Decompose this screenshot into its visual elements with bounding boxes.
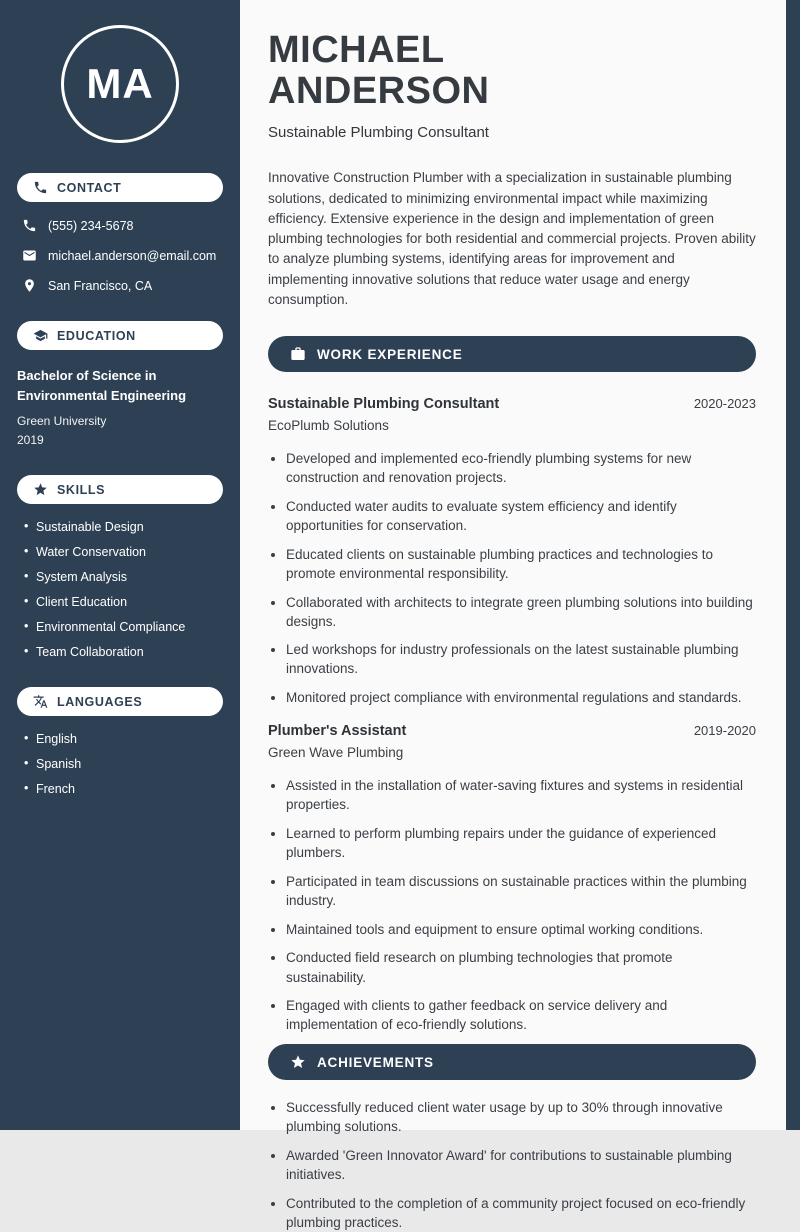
- star-icon: [33, 482, 48, 497]
- location-icon: [22, 278, 37, 293]
- language-item: • English: [24, 732, 223, 746]
- education-degree: Bachelor of Science in Environmental Engineering: [17, 368, 187, 403]
- job-bullet-list: [268, 776, 756, 1034]
- job-bullet: • Assisted in the installation of water-saving fixtures and systems in residential properties.: [286, 776, 756, 814]
- skill-item: • Client Education: [24, 595, 223, 609]
- avatar-initials: MA: [86, 60, 154, 107]
- achievements-list: [268, 1098, 756, 1232]
- graduation-cap-icon: [33, 328, 48, 343]
- contact-section-header: [17, 173, 223, 202]
- job-bullet: • Maintained tools and equipment to ensure optimal working conditions.: [286, 920, 756, 939]
- education-section-header: [17, 321, 223, 350]
- education-entry: [0, 366, 240, 447]
- phone-icon: [33, 180, 48, 195]
- job-bullet: • Conducted water audits to evaluate system efficiency and identify opportunities for conservation.: [286, 497, 756, 535]
- contact-phone-text: (555) 234-5678: [48, 218, 134, 233]
- phone-icon: [22, 218, 37, 233]
- job-role: Plumber's Assistant: [268, 723, 407, 740]
- job-company: Green Wave Plumbing: [268, 745, 404, 761]
- job-bullet: • Engaged with clients to gather feedback on service delivery and implementation of eco-friendly solutions.: [286, 996, 756, 1034]
- skill-item: • System Analysis: [24, 570, 223, 584]
- job-bullet: • Monitored project compliance with environmental regulations and standards.: [286, 688, 756, 707]
- translate-icon: [33, 694, 48, 709]
- job-bullet-list: [268, 449, 756, 707]
- right-edge-strip: [786, 0, 800, 1130]
- email-icon: [22, 248, 37, 263]
- job-header: [268, 723, 756, 739]
- skill-item: • Sustainable Design: [24, 520, 223, 534]
- achievement-bullet: • Successfully reduced client water usage by up to 30% through innovative plumbing solutions.: [286, 1098, 756, 1136]
- sidebar: [0, 0, 240, 1130]
- languages-list: [0, 732, 240, 796]
- work-experience-section-header: [268, 336, 756, 372]
- contact-location: [0, 278, 240, 293]
- achievements-section-header: [268, 1044, 756, 1080]
- job-role: Sustainable Plumbing Consultant: [268, 396, 500, 413]
- language-item: • French: [24, 782, 223, 796]
- work-experience-header-label: WORK EXPERIENCE: [317, 346, 463, 362]
- job-company: EcoPlumb Solutions: [268, 418, 389, 434]
- education-header-label: EDUCATION: [57, 328, 136, 343]
- candidate-name-line2: ANDERSON: [268, 69, 490, 112]
- skills-list: [0, 520, 240, 659]
- job-bullet: • Led workshops for industry professionals on the latest sustainable plumbing innovations.: [286, 640, 756, 678]
- skills-header-label: SKILLS: [57, 482, 106, 497]
- skill-item: • Team Collaboration: [24, 645, 223, 659]
- job-bullet: • Educated clients on sustainable plumbing practices and technologies to promote environmental responsibility.: [286, 545, 756, 583]
- job-bullet: • Learned to perform plumbing repairs under the guidance of experienced plumbers.: [286, 824, 756, 862]
- profile-summary: Innovative Construction Plumber with a specialization in sustainable plumbing solutions, dedicated to minimizing environmental impact while maximizing efficiency. Extensive experience in the design and implementation of green plumbing technologies for both residential and commercial projects. Proven ability to analyze plumbing systems, identifying areas for improvement and implementing innovative solutions that reduce water usage and energy consumption.: [268, 170, 756, 307]
- job-entry: [268, 396, 756, 707]
- candidate-name: [268, 30, 756, 111]
- education-year: 2019: [17, 433, 44, 447]
- achievement-bullet: • Awarded 'Green Innovator Award' for contributions to sustainable plumbing initiatives.: [286, 1146, 756, 1184]
- star-icon: [290, 1054, 306, 1070]
- job-bullet: • Conducted field research on plumbing technologies that promote sustainability.: [286, 948, 756, 986]
- achievement-bullet: • Contributed to the completion of a community project focused on eco-friendly plumbing practices.: [286, 1194, 756, 1232]
- contact-location-text: San Francisco, CA: [48, 278, 153, 293]
- languages-header-label: LANGUAGES: [57, 694, 143, 709]
- job-entry: [268, 723, 756, 1034]
- skills-section-header: [17, 475, 223, 504]
- contact-email: [0, 248, 240, 263]
- contact-header-label: CONTACT: [57, 180, 122, 195]
- job-dates: 2019-2020: [693, 723, 756, 739]
- job-header: [268, 396, 756, 412]
- skill-item: • Environmental Compliance: [24, 620, 223, 634]
- briefcase-icon: [290, 346, 306, 362]
- job-bullet: • Collaborated with architects to integrate green plumbing solutions into building designs.: [286, 593, 756, 631]
- job-dates: 2020-2023: [693, 396, 756, 412]
- avatar: [61, 25, 179, 143]
- achievements-header-label: ACHIEVEMENTS: [317, 1054, 434, 1070]
- main-content: [240, 0, 786, 1230]
- job-bullet: • Participated in team discussions on sustainable practices within the plumbing industry.: [286, 872, 756, 910]
- job-bullet: • Developed and implemented eco-friendly plumbing systems for new construction and renovation projects.: [286, 449, 756, 487]
- languages-section-header: [17, 687, 223, 716]
- contact-email-text: michael.anderson@email.com: [48, 248, 217, 263]
- candidate-title: Sustainable Plumbing Consultant: [268, 124, 489, 142]
- skill-item: • Water Conservation: [24, 545, 223, 559]
- education-school: Green University: [17, 414, 107, 428]
- language-item: • Spanish: [24, 757, 223, 771]
- contact-phone: [0, 218, 240, 233]
- candidate-name-line1: MICHAEL: [268, 29, 445, 71]
